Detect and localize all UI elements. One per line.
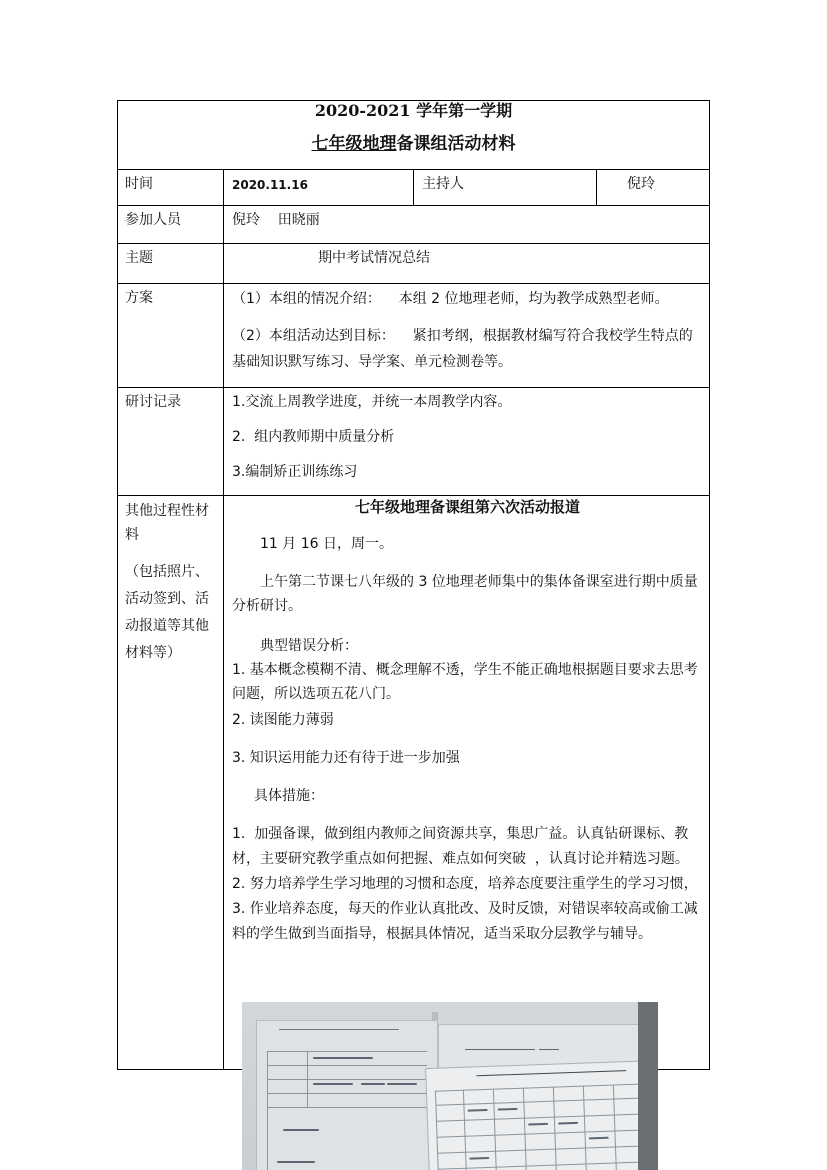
schedule-sheet-photo	[425, 1060, 658, 1170]
discussion-row	[118, 387, 709, 496]
other-materials-label: 其他过程性材料	[125, 503, 209, 543]
group-title	[118, 133, 709, 155]
discussion-item: 1.交流上周教学进度，并统一本周教学内容。	[232, 394, 512, 410]
error-item: 2. 读图能力薄弱	[232, 712, 334, 728]
plan-content	[224, 283, 709, 387]
theme-label: 主题	[118, 243, 224, 283]
time-row	[118, 169, 709, 206]
semester-title: 2020-2021 学年第一学期	[314, 101, 513, 120]
activity-record-table	[117, 100, 710, 1070]
plan-paragraph-2: （2）本组活动达到目标： 紧扣考纲，根据教材编写符合我校学生特点的基础知识默写练习、导学案、单元检测卷等。	[232, 328, 693, 370]
report-intro: 上午第二节课七八年级的 3 位地理老师集中的集体备课室进行期中质量分析研讨。	[232, 574, 698, 614]
theme-row	[118, 243, 709, 284]
measure-item: 2. 努力培养学生学习地理的习惯和态度，培养态度要注重学生的学习习惯，	[232, 876, 698, 892]
time-value-cell	[224, 169, 413, 205]
host-value-cell	[597, 169, 709, 205]
discussion-content	[224, 387, 709, 495]
host-label: 主持人	[422, 176, 464, 192]
plan-row	[118, 283, 709, 388]
host-label-cell	[414, 169, 596, 205]
time-value: 2020.11.16	[232, 178, 308, 192]
error-item: 3. 知识运用能力还有待于进一步加强	[232, 750, 460, 766]
discussion-label: 研讨记录	[118, 387, 224, 495]
other-materials-label-cell	[118, 495, 224, 1069]
report-date: 11 月 16 日，周一。	[260, 536, 393, 552]
group-title-rest: 备课组活动材料	[396, 134, 516, 154]
theme-value-cell	[224, 243, 709, 283]
measure-item: 1. 加强备课，做到组内教师之间资源共享，集思广益。认真钻研课标、教材，主要研究教学重点如何把握、难点如何突破 ，认真讨论并精选习题。	[232, 826, 689, 867]
other-materials-row	[118, 495, 709, 1069]
plan-paragraph-1: （1）本组的情况介绍： 本组 2 位地理老师，均为教学成熟型老师。	[232, 291, 669, 307]
host-value: 倪玲	[627, 176, 655, 192]
activity-report	[224, 495, 709, 1069]
discussion-item: 2. 组内教师期中质量分析	[232, 429, 395, 445]
subject-name: 七年级地理	[311, 134, 397, 154]
participants-value	[224, 205, 709, 243]
participants-names: 倪玲 田晓丽	[232, 212, 320, 228]
document-header	[118, 101, 709, 170]
other-materials-note: （包括照片、活动签到、活动报道等其他材料等）	[125, 564, 209, 661]
errors-heading: 典型错误分析：	[260, 638, 358, 654]
participants-label: 参加人员	[118, 205, 224, 243]
photo-shadow-edge	[638, 1002, 658, 1170]
time-label: 时间	[118, 169, 224, 205]
sign-in-sheet-photo	[256, 1020, 438, 1170]
error-item: 1. 基本概念模糊不清、概念理解不透，学生不能正确地根据题目要求去思考问题，所以选项五花八门。	[232, 662, 698, 702]
report-title: 七年级地理备课组第六次活动报道	[354, 498, 580, 516]
measures-heading: 具体措施：	[254, 788, 324, 804]
theme-value: 期中考试情况总结	[318, 250, 430, 266]
participants-row	[118, 205, 709, 244]
activity-photo	[242, 1002, 658, 1170]
measure-item: 3. 作业培养态度，每天的作业认真批改、及时反馈，对错误率较高或偷工减料的学生做到当面指导，根据具体情况，适当采取分层教学与辅导。	[232, 901, 698, 942]
plan-label: 方案	[118, 283, 224, 387]
discussion-item: 3.编制矫正训练练习	[232, 464, 358, 480]
